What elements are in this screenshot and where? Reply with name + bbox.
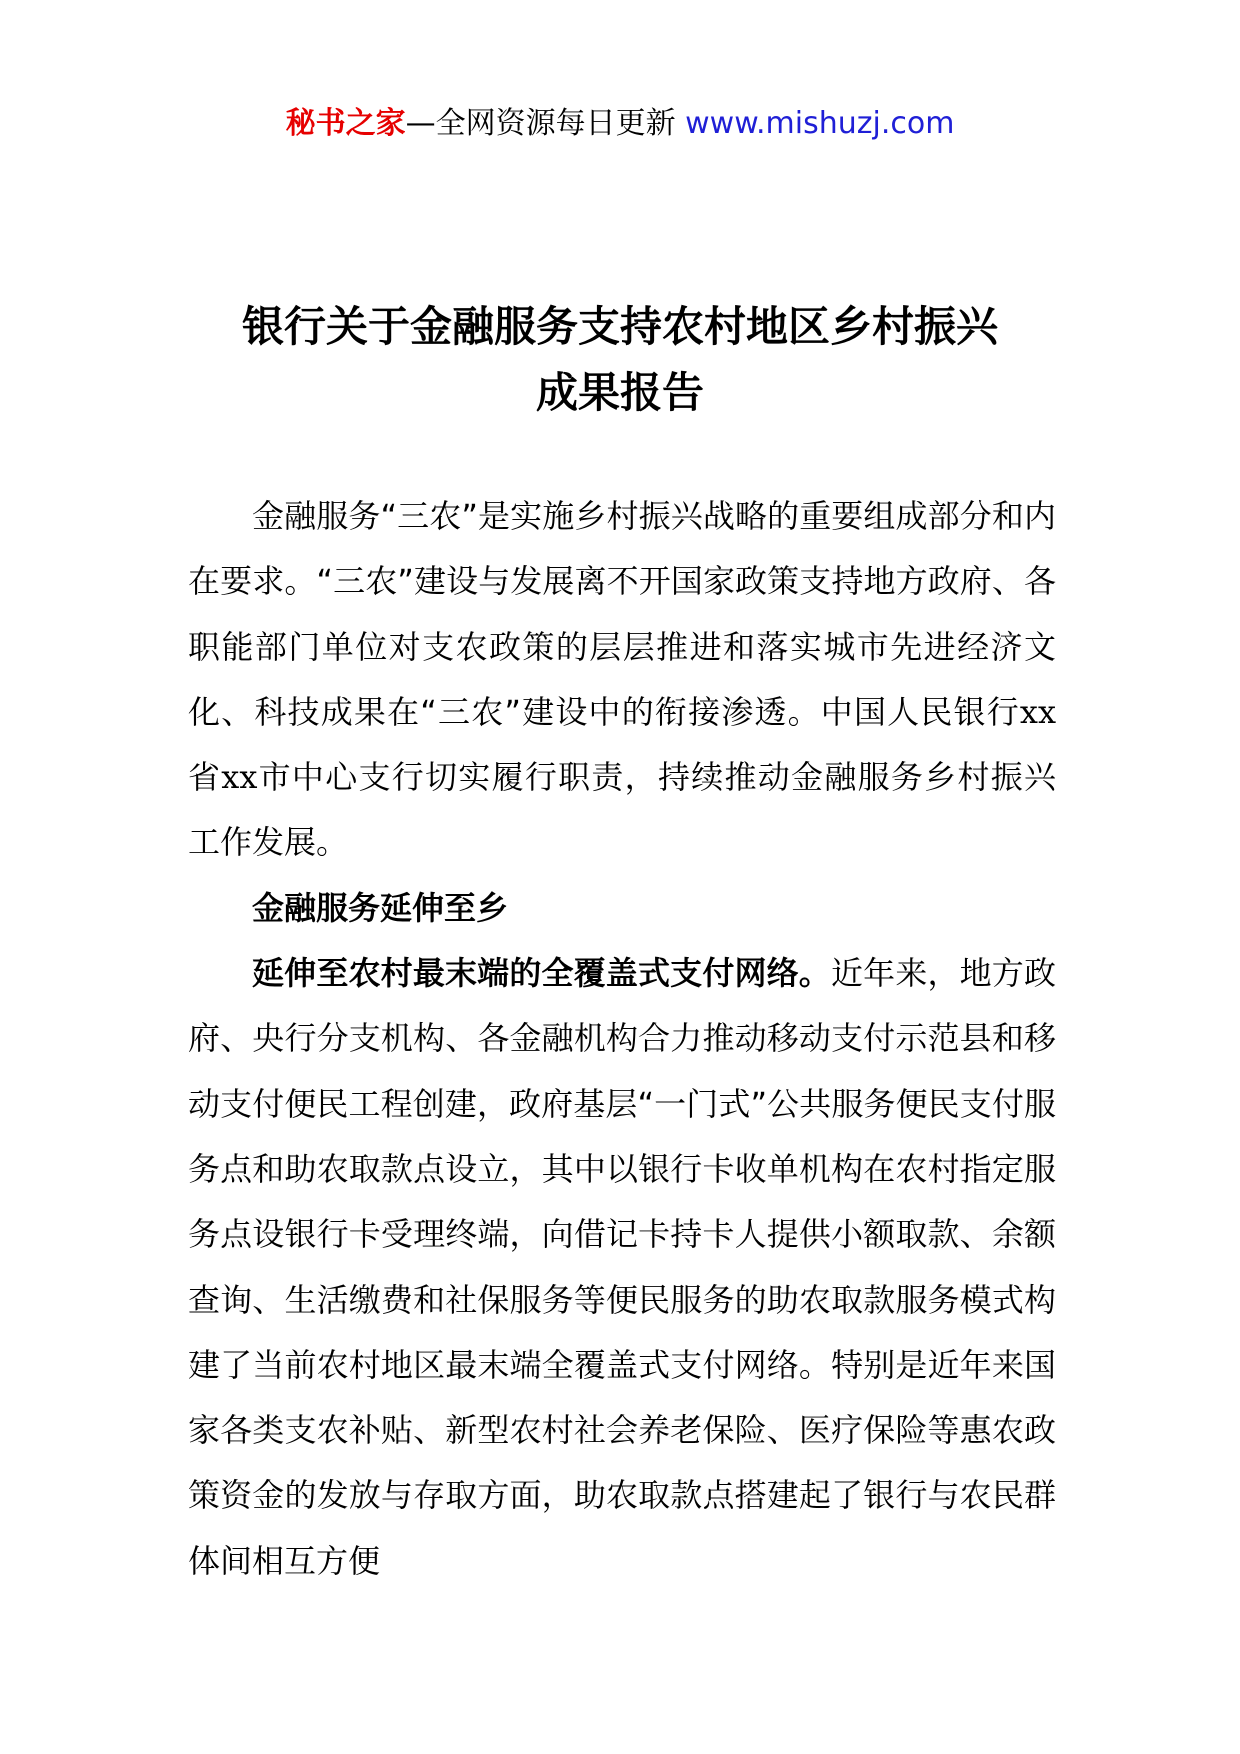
payment-network-paragraph [188,941,1056,1594]
document-body [188,484,1056,1594]
document-title-line1: 银行关于金融服务支持农村地区乡村振兴 [241,302,998,351]
intro-text-part2: 省 [188,758,222,797]
paragraph-body-text: 近年来，地方政府、央行分支机构、各金融机构合力推动移动支付示范县和移动支付便民工程创建，政府基层“一门式”公共服务便民支付服务点和助农取款点设立，其中以银行卡收单机构在农村指定服务点设银行卡受理终端，向借记卡持卡人提供小额取款、余额查询、生活缴费和社保服务等便民服务的助农取款服务模式构建了当前农村地区最末端全覆盖式支付网络。特别是近年来国家各类支农补贴、新型农村社会养老保险、医疗保险等惠农政策资金的发放与存取方面，助农取款点搭建起了银行与农民群体间相互方便 [188,954,1056,1580]
section-heading: 金融服务延伸至乡 [252,888,509,927]
intro-paragraph [188,484,1056,876]
paragraph-lead-sentence: 延伸至农村最末端的全覆盖式支付网络。 [252,954,831,993]
site-header [0,102,1240,146]
placeholder-city: xx [221,758,258,797]
document-title-line2: 成果报告 [535,368,704,417]
placeholder-province: xx [1019,692,1056,731]
site-url-link[interactable]: www.mishuzj.com [685,106,955,141]
document-title [160,294,1080,426]
site-slogan: —全网资源每日更新 [405,106,676,141]
intro-text-part1: 金融服务“三农”是实施乡村振兴战略的重要组成部分和内在要求。“三农”建设与发展离不开国家政策支持地方政府、各职能部门单位对支农政策的层层推进和落实城市先进经济文化、科技成果在“三农”建设中的衔接渗透。中国人民银行 [188,497,1056,731]
site-brand: 秘书之家 [285,106,406,141]
intro-text-part3: 市中心支行切实履行职责，持续推动金融服务乡村振兴工作发展。 [188,758,1056,862]
